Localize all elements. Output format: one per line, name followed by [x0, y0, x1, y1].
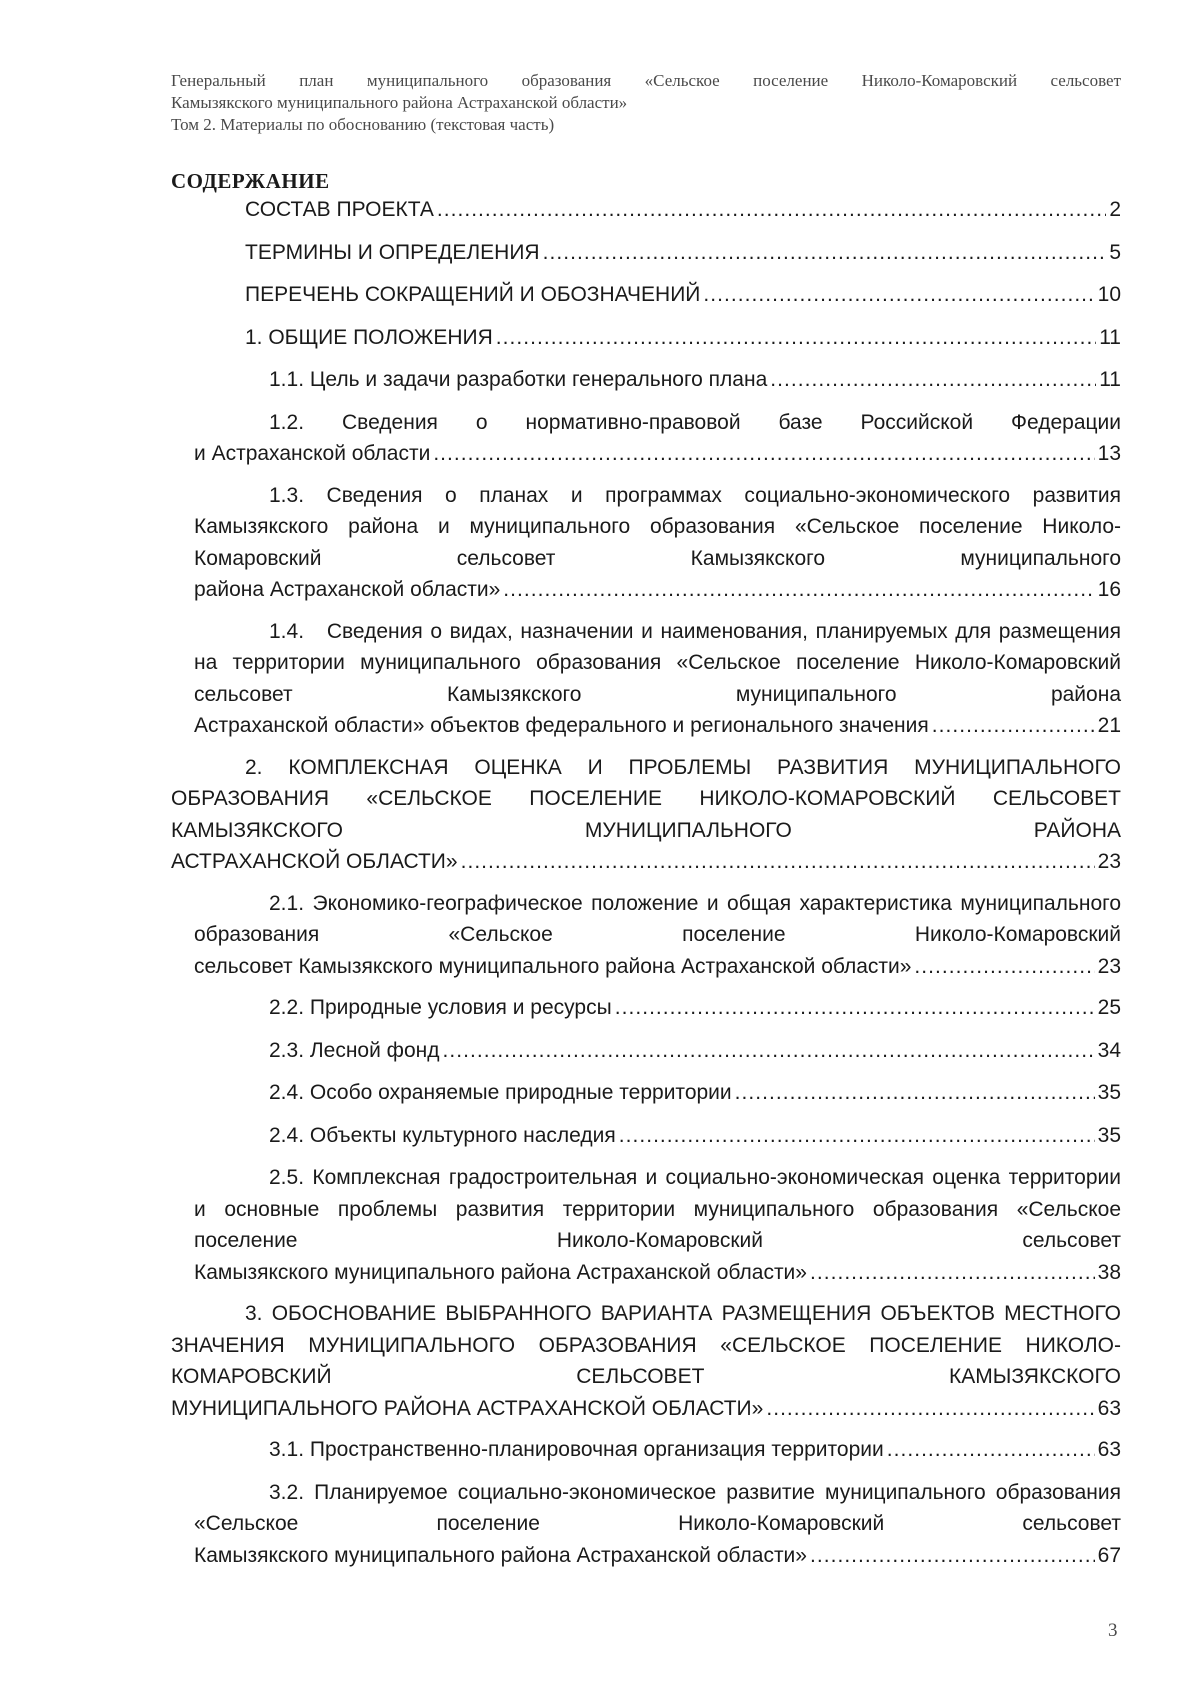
toc-entry-text-end: сельсовет Камызякского муниципального района Астраханской области»	[194, 954, 912, 978]
toc-entry-text-end: АСТРАХАНСКОЙ ОБЛАСТИ»	[171, 850, 458, 873]
toc-page-number: 34	[1097, 1038, 1121, 1062]
toc-entry-text-end: МУНИЦИПАЛЬНОГО РАЙОНА АСТРАХАНСКОЙ ОБЛАСТИ»	[171, 1396, 764, 1420]
toc-entry[interactable]	[171, 322, 1121, 354]
toc-entry-text: 1.3. Сведения о планах и программах социально-экономического развития Камызякского района и муниципального образования «Сельское поселение Николо-Комаровский сельсовет Камызякского муниципального	[194, 483, 1121, 570]
dot-leader	[437, 194, 1106, 226]
toc-page-number: 38	[1097, 1260, 1121, 1284]
dot-leader	[619, 1120, 1095, 1152]
toc-entry[interactable]	[171, 1035, 1121, 1067]
toc-entry-text: 1.1. Цель и задачи разработки генерального плана	[269, 368, 768, 391]
dot-leader	[770, 364, 1096, 396]
toc-entry[interactable]	[171, 364, 1121, 396]
toc-entry-text-end: и Астраханской области	[194, 442, 431, 465]
toc-entry[interactable]	[171, 1477, 1121, 1572]
toc-page-number: 16	[1097, 578, 1121, 601]
toc-entry[interactable]	[171, 616, 1127, 742]
toc-title: СОДЕРЖАНИЕ	[171, 169, 330, 193]
toc-entry[interactable]	[171, 1298, 1121, 1424]
dot-leader	[914, 951, 1094, 983]
toc-page-number: 25	[1097, 996, 1121, 1019]
toc-entry[interactable]	[171, 1077, 1121, 1109]
dot-leader	[461, 846, 1095, 878]
toc-page-number: 2	[1109, 198, 1121, 221]
toc-entry[interactable]	[171, 992, 1121, 1024]
toc-entry-text: 3. ОБОСНОВАНИЕ ВЫБРАННОГО ВАРИАНТА РАЗМЕЩЕНИЯ ОБЪЕКТОВ МЕСТНОГО ЗНАЧЕНИЯ МУНИЦИПАЛЬНОГО ОБРАЗОВАНИЯ «СЕЛЬСКОЕ ПОСЕЛЕНИЕ НИКОЛО-КОМАРОВСКИЙ СЕЛЬСОВЕТ КАМЫЗЯКСКОГО	[171, 1302, 1121, 1388]
toc-entry-text-end: Камызякского муниципального района Астраханской области»	[194, 1543, 807, 1567]
toc-page-number: 23	[1097, 850, 1121, 873]
toc-page-number: 63	[1097, 1438, 1121, 1461]
dot-leader	[615, 992, 1095, 1024]
toc-entry-text: 2.3. Лесной фонд	[269, 1038, 440, 1062]
toc-entry-text: ТЕРМИНЫ И ОПРЕДЕЛЕНИЯ	[245, 240, 540, 264]
toc-entry[interactable]	[171, 237, 1121, 269]
toc-entry[interactable]	[171, 752, 1121, 878]
toc-page-number: 23	[1097, 954, 1121, 978]
dot-leader	[442, 1035, 1094, 1067]
toc-page-number: 11	[1099, 368, 1121, 391]
header-line-1: Генеральный план муниципального образования «Сельское поселение Николо-Комаровский сельсовет	[171, 71, 1121, 90]
toc-entry-text-end: Камызякского муниципального района Астраханской области»	[194, 1260, 807, 1284]
toc-page-number: 35	[1097, 1123, 1121, 1147]
toc-entry[interactable]	[171, 480, 1121, 606]
toc-entry[interactable]	[171, 1162, 1121, 1288]
toc-entry-text: 1.4. Сведения о видах, назначении и наименования, планируемых для размещения на территории муниципального образования «Сельское поселение Николо-Комаровский сельсовет Камызякского муниципального района	[194, 619, 1127, 706]
toc-entry-text: 2. КОМПЛЕКСНАЯ ОЦЕНКА И ПРОБЛЕМЫ РАЗВИТИЯ МУНИЦИПАЛЬНОГО ОБРАЗОВАНИЯ «СЕЛЬСКОЕ ПОСЕЛЕНИЕ НИКОЛО-КОМАРОВСКИЙ СЕЛЬСОВЕТ КАМЫЗЯКСКОГО МУНИЦИПАЛЬНОГО РАЙОНА	[171, 755, 1121, 842]
dot-leader	[766, 1393, 1094, 1425]
dot-leader	[496, 322, 1096, 354]
toc-entry-text: 1.2. Сведения о нормативно-правовой базе Российской Федерации	[269, 410, 1121, 434]
toc-page-number: 11	[1099, 325, 1121, 349]
table-of-contents	[171, 194, 1127, 1581]
dot-leader	[543, 237, 1107, 269]
toc-entry-text: 2.5. Комплексная градостроительная и социально-экономическая оценка территории и основные проблемы развития территории муниципального образования «Сельское поселение Николо-Комаровский сельсовет	[194, 1166, 1121, 1252]
toc-page-number: 67	[1097, 1543, 1121, 1567]
toc-entry-text: ПЕРЕЧЕНЬ СОКРАЩЕНИЙ И ОБОЗНАЧЕНИЙ	[245, 283, 701, 306]
toc-entry[interactable]	[171, 1434, 1121, 1466]
dot-leader	[932, 710, 1095, 742]
dot-leader	[735, 1077, 1095, 1109]
running-header	[171, 70, 1121, 136]
toc-entry-text: 2.4. Объекты культурного наследия	[269, 1123, 616, 1147]
toc-page-number: 13	[1097, 442, 1121, 465]
toc-page-number: 5	[1109, 240, 1121, 264]
dot-leader	[810, 1257, 1095, 1289]
toc-page-number: 21	[1097, 714, 1121, 737]
dot-leader	[810, 1540, 1095, 1572]
toc-entry-text: 2.4. Особо охраняемые природные территории	[269, 1081, 732, 1104]
toc-entry-text: 3.1. Пространственно-планировочная организация территории	[269, 1438, 884, 1461]
toc-page-number: 10	[1097, 283, 1121, 306]
toc-entry[interactable]	[171, 194, 1121, 226]
toc-entry-text: 3.2. Планируемое социально-экономическое развитие муниципального образования «Сельское поселение Николо-Комаровский сельсовет	[194, 1480, 1121, 1535]
toc-entry-text: СОСТАВ ПРОЕКТА	[245, 198, 434, 221]
toc-entry[interactable]	[171, 1120, 1121, 1152]
toc-entry-text: 2.2. Природные условия и ресурсы	[269, 996, 612, 1019]
header-line-3: Том 2. Материалы по обоснованию (текстовая часть)	[171, 115, 555, 134]
dot-leader	[503, 574, 1094, 606]
toc-entry-text-end: района Астраханской области»	[194, 578, 501, 601]
toc-entry-text: 1. ОБЩИЕ ПОЛОЖЕНИЯ	[245, 325, 493, 349]
page-number: 3	[1108, 1620, 1118, 1641]
toc-page-number: 63	[1097, 1396, 1121, 1420]
toc-entry-text: 2.1. Экономико-географическое положение и общая характеристика муниципального образования «Сельское поселение Николо-Комаровский	[194, 891, 1121, 946]
toc-entry[interactable]	[171, 407, 1121, 470]
dot-leader	[433, 438, 1094, 470]
dot-leader	[703, 279, 1094, 311]
toc-entry[interactable]	[171, 888, 1121, 983]
toc-page-number: 35	[1097, 1081, 1121, 1104]
dot-leader	[887, 1434, 1095, 1466]
toc-entry-text-end: Астраханской области» объектов федерального и регионального значения	[194, 714, 929, 737]
toc-entry[interactable]	[171, 279, 1121, 311]
header-line-2: Камызякского муниципального района Астраханской области»	[171, 93, 628, 112]
